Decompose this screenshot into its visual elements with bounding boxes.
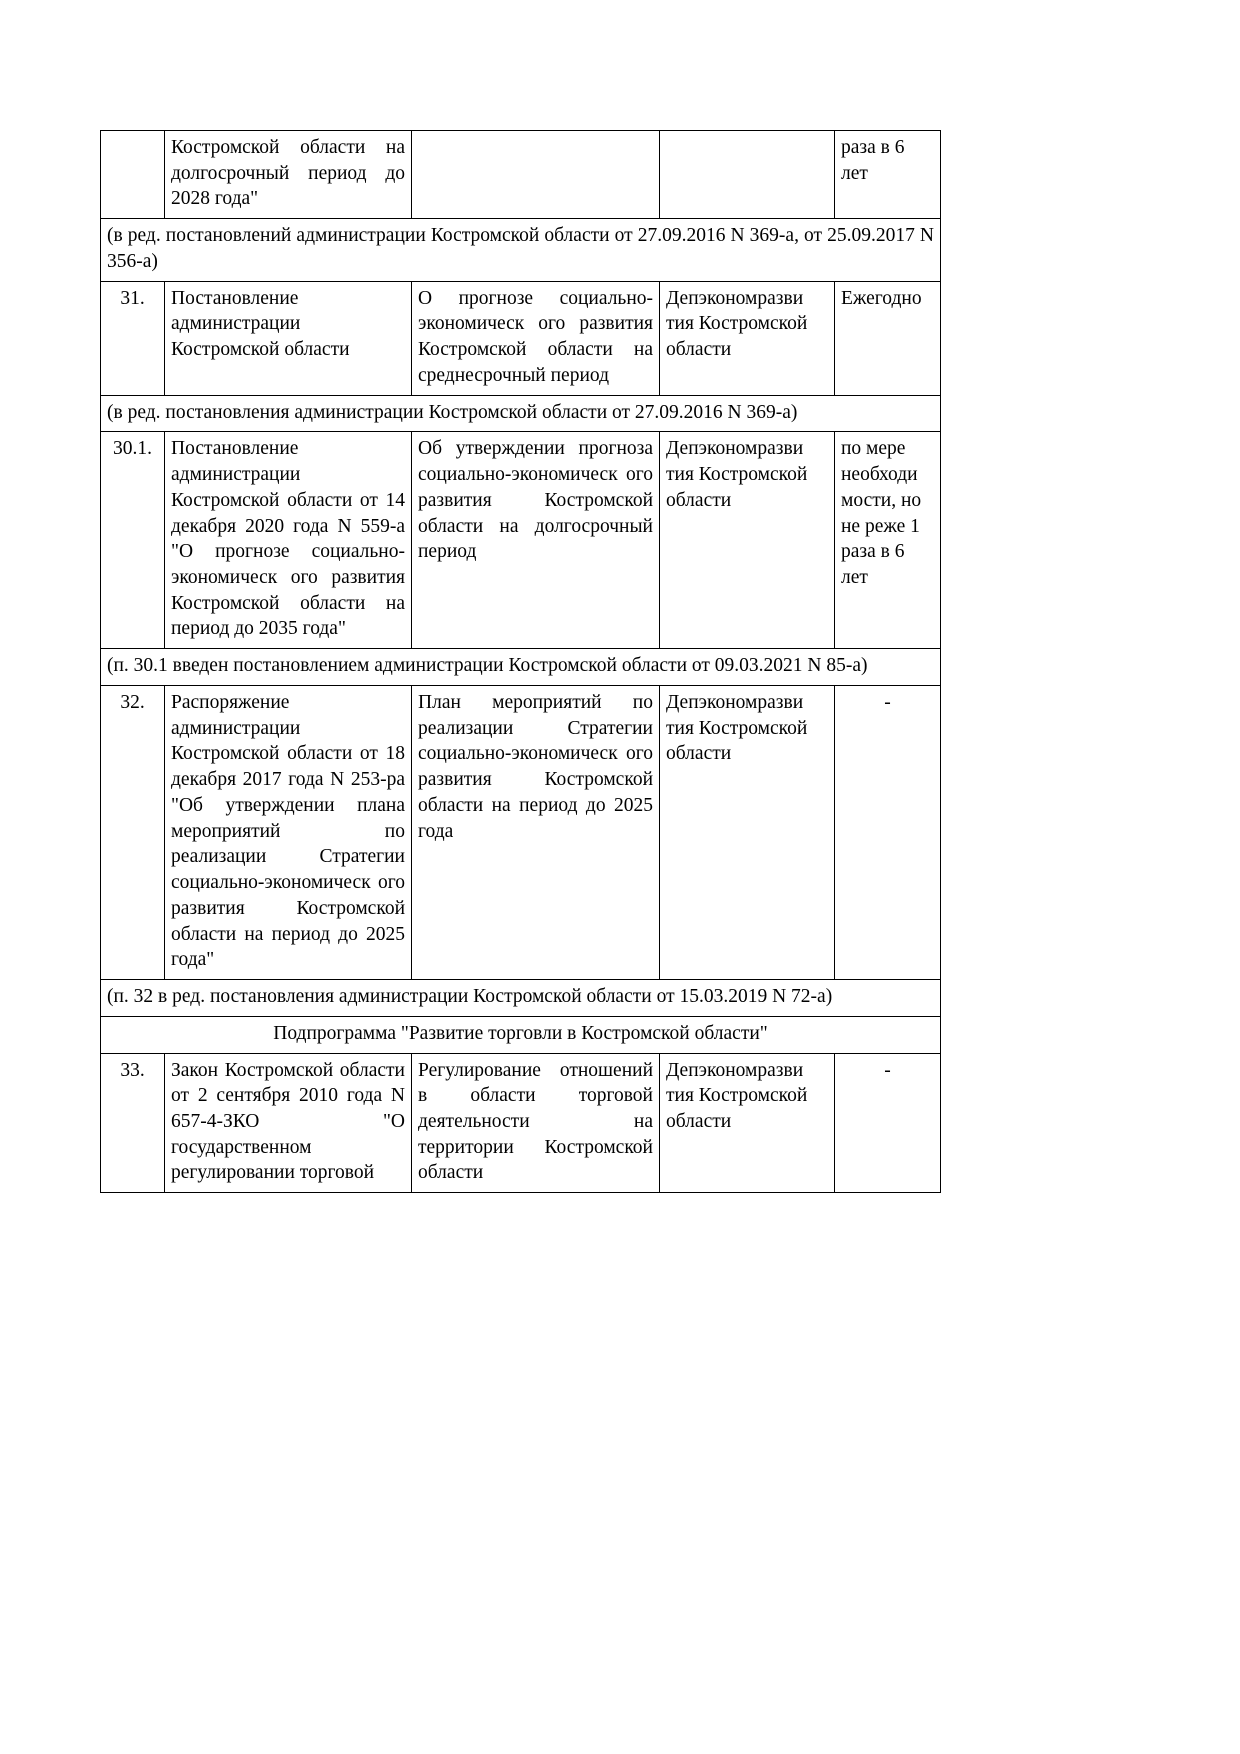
subject-cell: Об утверждении прогноза социально-экономическ ого развития Костромской области на долгосрочный период	[412, 432, 660, 649]
row-number-cell: 32.	[101, 685, 165, 979]
table-row-note	[101, 395, 941, 432]
executor-cell: Депэкономразви тия Костромской области	[660, 432, 835, 649]
executor-cell: Депэкономразви тия Костромской области	[660, 281, 835, 395]
table-row	[101, 131, 941, 219]
subject-cell: План мероприятий по реализации Стратегии социально-экономическ ого развития Костромской области на период до 2025 года	[412, 685, 660, 979]
row-number-cell: 31.	[101, 281, 165, 395]
act-name-cell: Постановление администрации Костромской области	[165, 281, 412, 395]
row-number-cell: 33.	[101, 1053, 165, 1193]
table-row	[101, 432, 941, 649]
frequency-cell: Ежегодно	[835, 281, 941, 395]
table-row-note	[101, 649, 941, 686]
table-row	[101, 1053, 941, 1193]
act-name-cell: Костромской области на долгосрочный период до 2028 года"	[165, 131, 412, 219]
subject-cell: О прогнозе социально-экономическ ого развития Костромской области на среднесрочный период	[412, 281, 660, 395]
table-row-note	[101, 219, 941, 281]
editorial-note: (п. 30.1 введен постановлением администрации Костромской области от 09.03.2021 N 85-а)	[101, 649, 941, 686]
row-number-cell	[101, 131, 165, 219]
editorial-note: (в ред. постановлений администрации Костромской области от 27.09.2016 N 369-а, от 25.09.2017 N 356-а)	[101, 219, 941, 281]
table-row-section	[101, 1016, 941, 1053]
editorial-note: (п. 32 в ред. постановления администрации Костромской области от 15.03.2019 N 72-а)	[101, 980, 941, 1017]
act-name-cell: Закон Костромской области от 2 сентября 2010 года N 657-4-ЗКО "О государственном регулировании торговой	[165, 1053, 412, 1193]
editorial-note: (в ред. постановления администрации Костромской области от 27.09.2016 N 369-а)	[101, 395, 941, 432]
subprogram-header: Подпрограмма "Развитие торговли в Костромской области"	[101, 1016, 941, 1053]
act-name-cell: Распоряжение администрации Костромской области от 18 декабря 2017 года N 253-ра "Об утверждении плана мероприятий по реализации Стратегии социально-экономическ ого развития Костромской области на период до 2025 года"	[165, 685, 412, 979]
executor-cell: Депэкономразви тия Костромской области	[660, 685, 835, 979]
subject-cell: Регулирование отношений в области торговой деятельности на территории Костромской области	[412, 1053, 660, 1193]
frequency-cell: -	[835, 1053, 941, 1193]
table-row	[101, 685, 941, 979]
executor-cell	[660, 131, 835, 219]
frequency-cell: раза в 6 лет	[835, 131, 941, 219]
table-row-note	[101, 980, 941, 1017]
table-row	[101, 281, 941, 395]
frequency-cell: по мере необходи мости, но не реже 1 раза в 6 лет	[835, 432, 941, 649]
row-number-cell: 30.1.	[101, 432, 165, 649]
regulatory-acts-table	[100, 130, 941, 1193]
frequency-cell: -	[835, 685, 941, 979]
subject-cell	[412, 131, 660, 219]
act-name-cell: Постановление администрации Костромской области от 14 декабря 2020 года N 559-а "О прогнозе социально-экономическ ого развития Костромской области на период до 2035 года"	[165, 432, 412, 649]
executor-cell: Депэкономразви тия Костромской области	[660, 1053, 835, 1193]
